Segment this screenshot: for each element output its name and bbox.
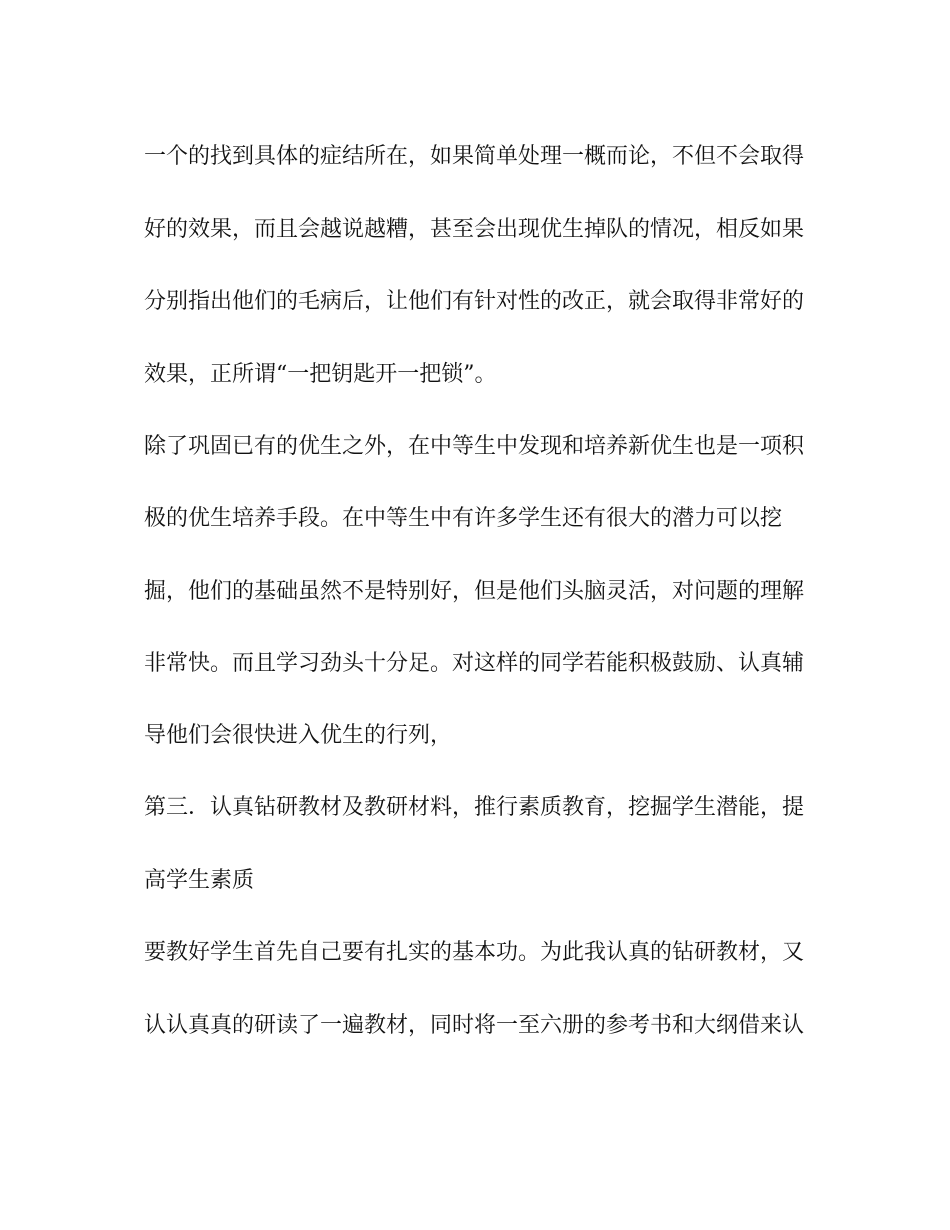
- text-line: 极的优生培养手段。在中等生中有许多学生还有很大的潜力可以挖: [144, 506, 783, 531]
- section-heading-line: 高学生素质: [144, 868, 255, 893]
- section-heading-line: 第三．认真钻研教材及教研材料，推行素质教育，挖掘学生潜能，提: [144, 795, 805, 820]
- text-line: 好的效果，而且会越说越糟，甚至会出现优生掉队的情况，相反如果: [144, 217, 805, 242]
- text-line: 认认真真的研读了一遍教材，同时将一至六册的参考书和大纲借来认: [144, 1013, 805, 1038]
- text-line: 要教好学生首先自己要有扎实的基本功。为此我认真的钻研教材，又: [144, 940, 805, 965]
- text-line: 一个的找到具体的症结所在，如果简单处理一概而论，不但不会取得: [144, 144, 805, 169]
- text-line: 导他们会很快进入优生的行列，: [144, 723, 453, 748]
- text-line: 除了巩固已有的优生之外，在中等生中发现和培养新优生也是一项积: [144, 434, 805, 459]
- text-line: 分别指出他们的毛病后，让他们有针对性的改正，就会取得非常好的: [144, 289, 805, 314]
- text-line: 非常快。而且学习劲头十分足。对这样的同学若能积极鼓励、认真辅: [144, 651, 805, 676]
- text-line: 掘，他们的基础虽然不是特别好，但是他们头脑灵活，对问题的理解: [144, 579, 805, 604]
- text-line: 效果，正所谓“一把钥匙开一把锁”。: [144, 362, 497, 387]
